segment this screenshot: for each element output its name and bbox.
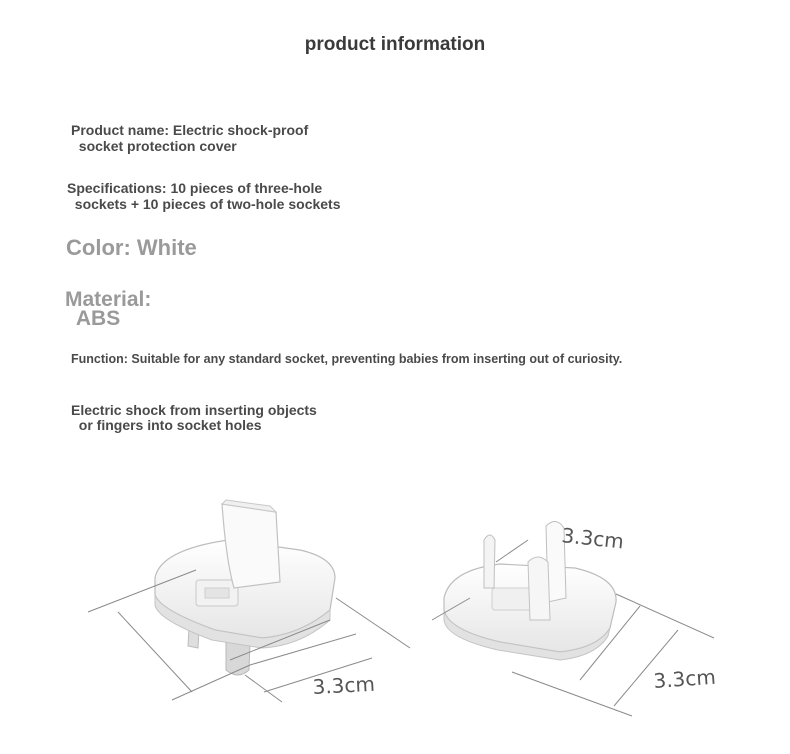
two-hole-cover-image xyxy=(432,521,716,716)
function-text: Function: Suitable for any standard socket, preventing babies from inserting out of curiosity. xyxy=(71,352,623,366)
specifications-text: Specifications: 10 pieces of three-hole sockets + 10 pieces of two-hole sockets xyxy=(67,180,341,212)
color-text: Color: White xyxy=(66,235,197,260)
product-name-text: Product name: Electric shock-proof socket protection cover xyxy=(71,122,309,154)
three-hole-cover-image xyxy=(88,500,410,702)
page-title: product information xyxy=(304,34,486,55)
right-side-label: 3.3cm xyxy=(652,664,717,693)
material-text: Material: ABS xyxy=(65,288,152,330)
right-top-label: 3.3cm xyxy=(560,523,625,554)
left-width-label: 3.3cm xyxy=(312,671,376,699)
product-illustration xyxy=(0,470,790,754)
shock-text: Electric shock from inserting objects or fingers into socket holes xyxy=(71,402,317,433)
